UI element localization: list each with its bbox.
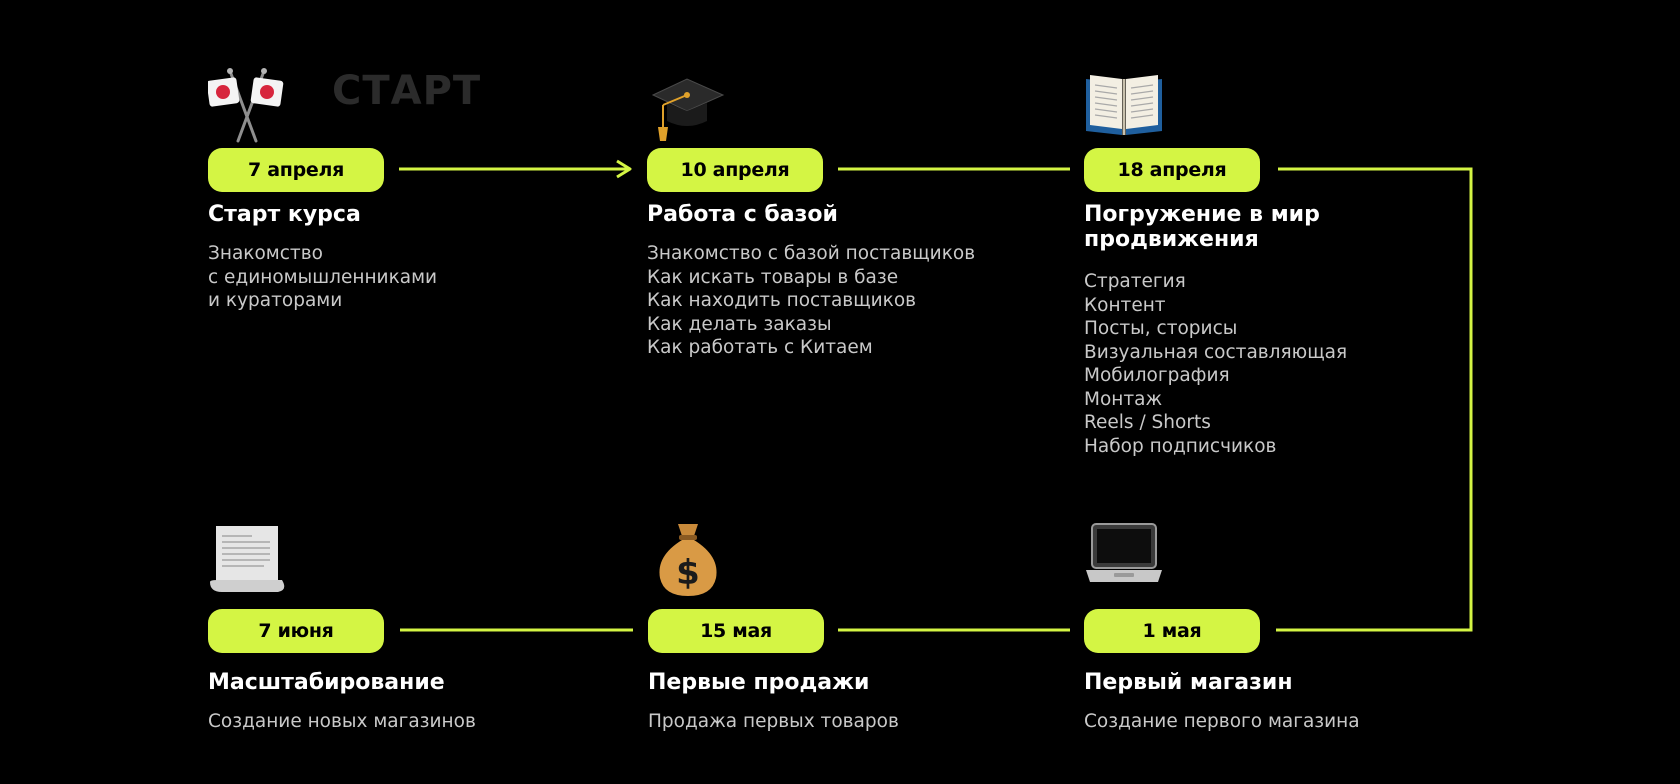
graduation-cap-icon (647, 65, 727, 145)
step-item: Продажа первых товаров (648, 711, 899, 732)
open-book-icon (1084, 65, 1164, 145)
step-item: Как работать с Китаем (647, 337, 873, 358)
step-item: Стратегия (1084, 271, 1186, 292)
start-label: СТАРТ (332, 68, 482, 114)
step-title: Первый магазин (1084, 670, 1293, 695)
step-item: Создание первого магазина (1084, 711, 1360, 732)
step-title: Старт курса (208, 202, 361, 227)
step-items (648, 710, 899, 734)
step-title: Работа с базой (647, 202, 838, 227)
crossed-flags-icon (208, 65, 288, 145)
page-curl-icon (208, 520, 288, 600)
date-badge: 7 июня (208, 609, 384, 653)
step-item: Знакомство (208, 243, 323, 264)
step-title: Первые продажи (648, 670, 870, 695)
step-item: Как находить поставщиков (647, 290, 917, 311)
step-item: Как делать заказы (647, 313, 832, 335)
step-item: Монтаж (1084, 388, 1163, 410)
step-title: Погружение в мир продвижения (1084, 202, 1320, 252)
date-badge: 18 апреля (1084, 148, 1260, 192)
step-item: и кураторами (208, 290, 343, 311)
svg-text:$: $ (676, 553, 700, 593)
step-items (647, 242, 975, 360)
step-item: Мобилография (1084, 365, 1230, 386)
step-item: Визуальная составляющая (1084, 341, 1348, 363)
step-item: Набор подписчиков (1084, 435, 1277, 457)
step-item: Контент (1084, 294, 1166, 316)
date-badge: 1 мая (1084, 609, 1260, 653)
step-item: с единомышленниками (208, 266, 438, 288)
step-title: Масштабирование (208, 670, 445, 695)
laptop-icon (1084, 520, 1164, 600)
step-item: Знакомство с базой поставщиков (647, 243, 976, 264)
date-badge: 15 мая (648, 609, 824, 653)
step-item: Посты, сторисы (1084, 318, 1238, 339)
step-item: Создание новых магазинов (208, 711, 476, 732)
money-bag-icon (648, 520, 728, 600)
step-items (1084, 270, 1347, 458)
step-item: Как искать товары в базе (647, 266, 899, 288)
date-badge: 10 апреля (647, 148, 823, 192)
step-items (208, 242, 437, 313)
step-items (1084, 710, 1360, 734)
date-badge: 7 апреля (208, 148, 384, 192)
step-items (208, 710, 476, 734)
step-item: Reels / Shorts (1084, 412, 1211, 433)
